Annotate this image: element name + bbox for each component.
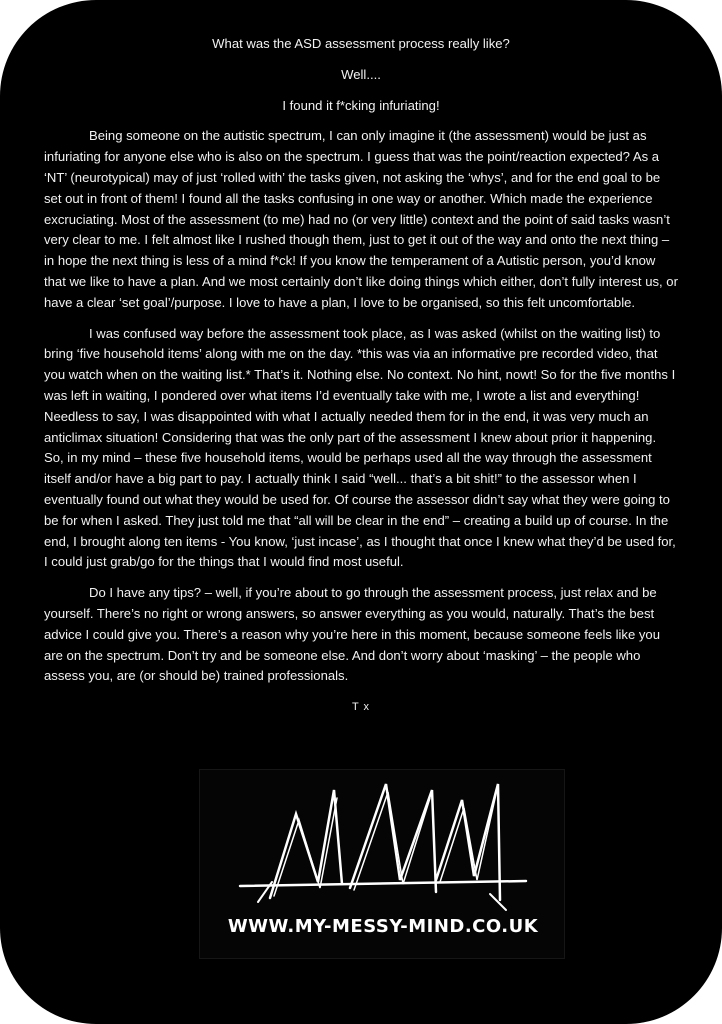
paragraph-1: Being someone on the autistic spectrum, I can only imagine it (the assessment) would be just as infuriating for anyone else who is also on the spectrum. I guess that was the point/reaction expected? As a ‘NT’ (neurotypical) may of just ‘rolled with’ the tasks given, not asking the ‘whys’, and for the end goal to be set out in front of them! I found all the tasks confusing in one way or another. Which made the experience excruciating. Most of the assessment (to me) had no (or very little) context and the point of said tasks wasn’t very clear to me. I felt almost like I rushed though them, just to get it out of the way and onto the next thing – in hope the next thing is less of a mind f*ck! If you know the temperament of a Autistic person, you’d know that we like to have a plan. And we most certainly don’t like doing things which either, don’t fully interest us, or have a clear ‘set goal’/purpose. I love to have a plan, I love to be organised, so this felt uncomfortable. <box>44 128 678 310</box>
document-body <box>44 34 678 718</box>
document-question: What was the ASD assessment process really like? <box>212 36 510 51</box>
document-well: Well.... <box>341 66 381 82</box>
signoff: T x <box>351 701 371 714</box>
website-url: WWW.MY-MESSY-MIND.CO.UK <box>227 916 539 937</box>
document-headline: I found it f*cking infuriating! <box>282 97 440 113</box>
paragraph-2: I was confused way before the assessment took place, as I was asked (whilst on the waiting list) to bring ‘five household items’ along with me on the day. *this was via an informative pre recorded video, that you watch when on the waiting list.* That’s it. Nothing else. No context. No hint, nowt! So for the five months I was left in waiting, I pondered over what items I’d eventually take with me, I wrote a list and everything! Needless to say, I was disappointed with what I actually needed them for in the end, it was very much an anticlimax situation! Considering that was the only part of the assessment I knew about prior it happening. So, in my mind – these five household items, would be perhaps used all the way through the assessment itself and/or have a big part to pay. I actually think I said “well... that’s a bit shit!” to the assessor when I eventually found out what they would be used for. Of course the assessor didn’t say what they were going to be for when I asked. They just told me that “all will be clear in the end” – creating a build up of course. In the end, I brought along ten items - You know, ‘just incase’, as I thought that once I knew what they’d be used for, I could just grab/go for the things that I would find most useful. <box>44 325 676 570</box>
brand-logo <box>199 769 565 959</box>
paragraph-3: Do I have any tips? – well, if you’re about to go through the assessment process, just relax and be yourself. There’s no right or wrong answers, so answer everything as you would, naturally. That’s the best advice I could give you. There’s a reason why you’re here in this moment, because someone feels like you are on the spectrum. Don’t try and be someone else. And don’t worry about ‘masking’ – the people who assess you, are (or should be) trained professionals. <box>44 585 660 684</box>
